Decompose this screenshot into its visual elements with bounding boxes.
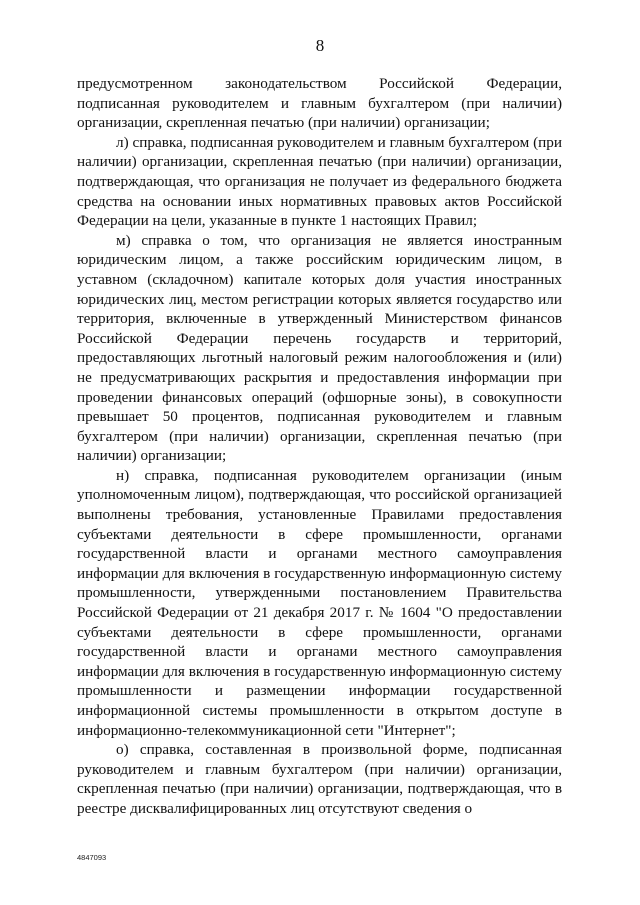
page-number: 8 [315,36,325,55]
paragraph-item-l: л) справка, подписанная руководителем и главным бухгалтером (при наличии) организации, скрепленная печатью (при наличии) организации, подтверждающая, что организация не получает из федерального бюджета средства на основании иных нормативных правовых актов Российской Федерации на цели, указанные в пункте 1 настоящих Правил; [77,133,562,230]
paragraph-item-m: м) справка о том, что организация не является иностранным юридическим лицом, а также российским юридическим лицом, в уставном (складочном) капитале которых доля участия иностранных юридических лиц, местом регистрации которых является государство или территория, включенные в утвержденный Министерством финансов Российской Федерации перечень государств и территорий, предоставляющих льготный налоговый режим налогообложения и (или) не предусматривающих раскрытия и предоставления информации при проведении финансовых операций (офшорные зоны), в совокупности превышает 50 процентов, подписанная руководителем и главным бухгалтером (при наличии) организации, скрепленная печатью (при наличии) организации; [77,231,562,465]
document-code: 4847093 [77,853,107,862]
paragraph-item-o: о) справка, составленная в произвольной форме, подписанная руководителем и главным бухгалтером (при наличии) организации, скрепленная печатью (при наличии) организации, подтверждающая, что в реестре дисквалифицированных лиц отсутствуют сведения о [77,741,562,817]
document-body [77,74,562,819]
paragraph-item-n: н) справка, подписанная руководителем организации (иным уполномоченным лицом), подтверждающая, что российской организацией выполнены требования, установленные Правилами предоставления субъектами деятельности в сфере промышленности, органами государственной власти и органами местного самоуправления информации для включения в государственную информационную систему промышленности, утвержденными постановлением Правительства Российской Федерации от 21 декабря 2017 г. № 1604 "О предоставлении субъектами деятельности в сфере промышленности, органами государственной власти и органами местного самоуправления информации для включения в государственную информационную систему промышленности и размещении информации государственной информационной системы промышленности в открытом доступе в информационно-телекоммуникационной сети "Интернет"; [77,466,562,739]
paragraph-continuation: предусмотренном законодательством Российской Федерации, подписанная руководителем и главным бухгалтером (при наличии) организации, скрепленная печатью (при наличии) организации; [77,75,562,132]
